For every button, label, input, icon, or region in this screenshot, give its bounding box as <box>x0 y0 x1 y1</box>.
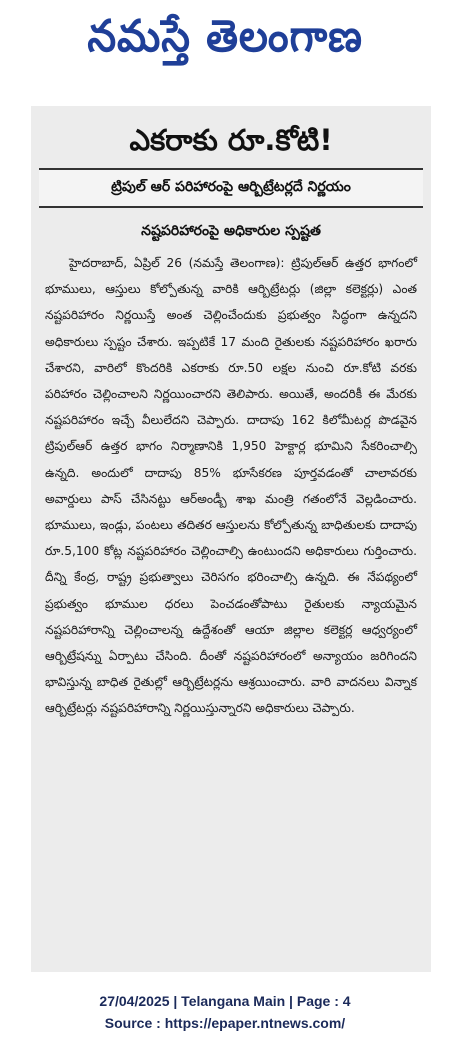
subheadline-box <box>39 168 423 208</box>
footer <box>0 990 450 1034</box>
masthead-title: నమస్తే తెలంగాణ <box>87 11 363 62</box>
article-headline: ఎకరాకు రూ.కోటి! <box>129 123 333 157</box>
footer-source-line: Source : https://epaper.ntnews.com/ <box>104 1015 346 1031</box>
footer-date-line: 27/04/2025 | Telangana Main | Page : 4 <box>99 993 351 1009</box>
news-clipping <box>31 106 431 972</box>
article-subheadline: ట్రిపుల్ ఆర్ పరిహారంపై ఆర్బిట్రేటర్లదే నిర్ణయం <box>111 178 351 195</box>
article-paragraph: హైదరాబాద్, ఏప్రిల్ 26 (నమస్తే తెలంగాణ): ట్రిపుల్ఆర్ ఉత్తర భాగంలో భూములు, ఆస్తులు కోల్పోతున్న వారికి ఆర్బిట్రేటర్లు (జిల్లా కలెక్టర్లు) ఎంత నష్టపరిహారం నిర్ణయిస్తే అంత చెల్లించేందుకు ప్రభుత్వం సిద్ధంగా ఉన్నదని అధికారులు స్పష్టం చేశారు. ఇప్పటికే 17 మంది రైతులకు నష్టపరిహారం ఖరారు చేశారని, వారిలో కొందరికి ఎకరాకు రూ.50 లక్షల నుంచి రూ.కోటి వరకు పరిహారం చెల్లించాలని నిర్ణయించారని తెలిపారు. అయితే, అందరికీ ఈ మేరకు నష్టపరిహారం ఇచ్చే వీలులేదని చెప్పారు. దాదాపు 162 కిలోమీటర్ల పొడవైన ట్రిపుల్ఆర్ ఉత్తర భాగం నిర్మాణానికి 1,950 హెక్టార్ల భూమిని సేకరించాల్సి ఉన్నది. అందులో దాదాపు 85% భూసేకరణ పూర్తవడంతో చాలావరకు అవార్డులు పాస్ చేసినట్టు ఆర్అండ్బీ శాఖ మంత్రి గతంలోనే వెల్లడించారు. భూములు, ఇండ్లు, పంటలు తదితర ఆస్తులను కోల్పోతున్న బాధితులకు దాదాపు రూ.5,100 కోట్ల నష్టపరిహారం చెల్లించాల్సి ఉంటుందని అధికారులు గుర్తించారు. దీన్ని కేంద్ర, రాష్ట్ర ప్రభుత్వాలు చెరిసగం భరించాల్సి ఉన్నది. ఈ నేపథ్యంలో ప్రభుత్వం భూముల ధరలు పెంచడంతోపాటు రైతులకు న్యాయమైన నష్టపరిహారాన్ని చెల్లించాలన్న ఉద్దేశంతో ఆయా జిల్లాల కలెక్టర్ల ఆధ్వర్యంలో ఆర్బిట్రేషన్ను ఏర్పాటు చేసింది. దీంతో నష్టపరిహారంలో అన్యాయం జరిగిందని భావిస్తున్న బాధిత రైతుల్లో ఆర్బిట్రేటర్లను ఆశ్రయించారు. వారి వాదనలు విన్నాక ఆర్బిట్రేటర్లు నష్టపరిహారాన్ని నిర్ణయిస్తున్నారని అధికారులు చెప్పారు. <box>45 256 417 716</box>
article-body <box>45 250 417 722</box>
masthead <box>0 0 450 84</box>
article-kicker: నష్టపరిహారంపై అధికారుల స్పష్టత <box>141 223 321 239</box>
